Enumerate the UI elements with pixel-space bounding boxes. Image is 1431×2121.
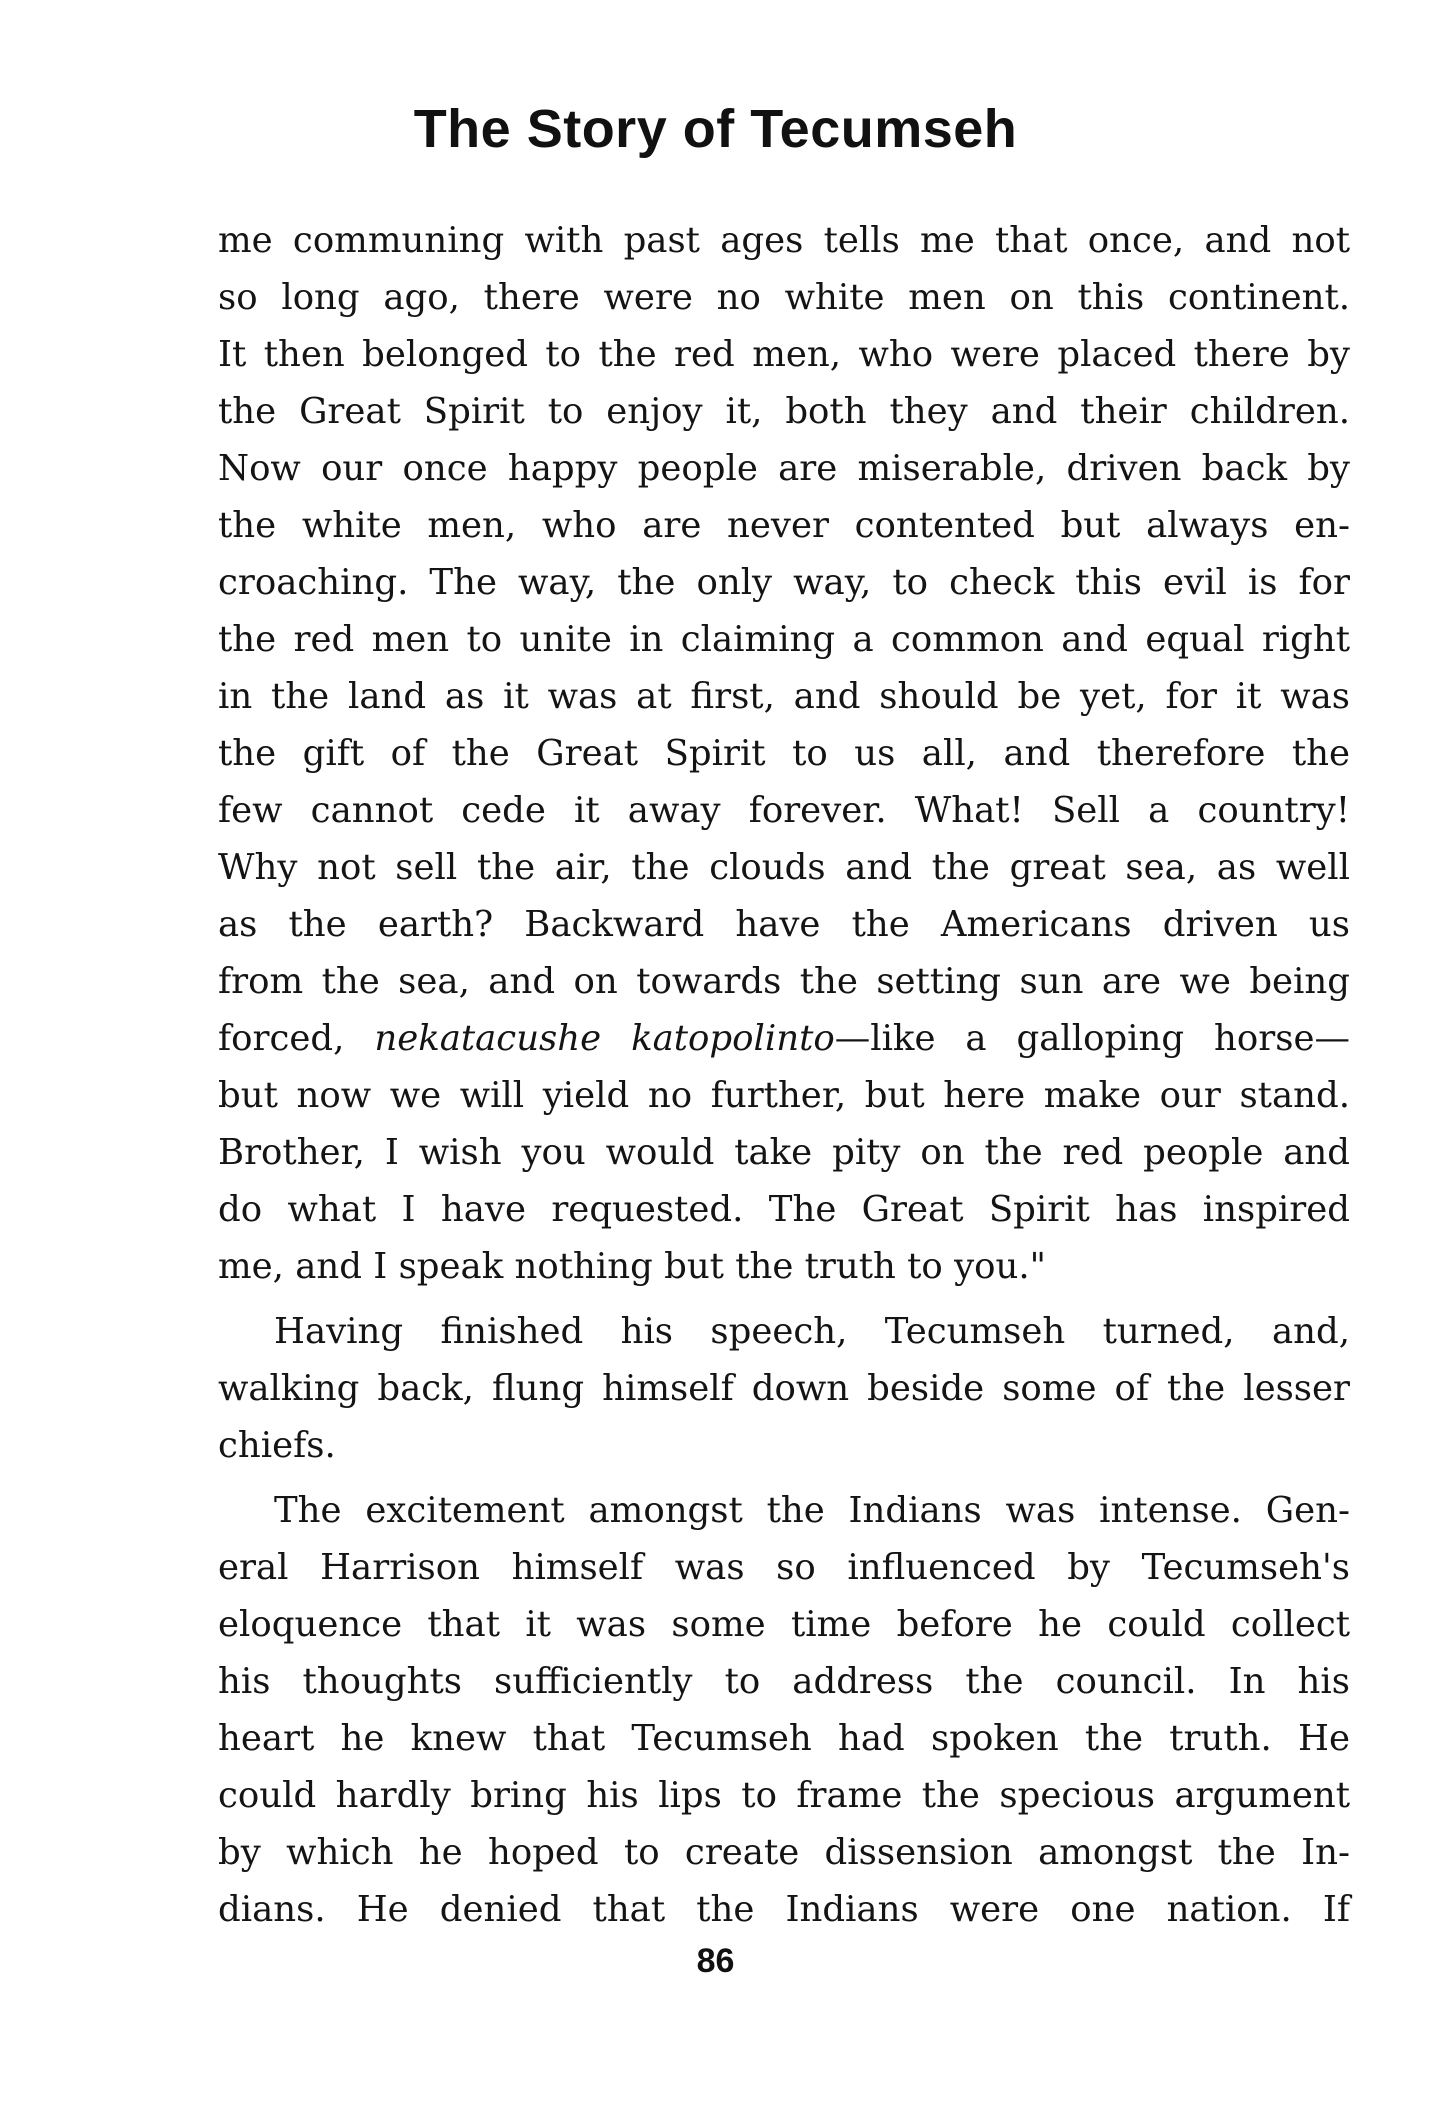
text-line: It then belonged to the red men, who were placed there by	[218, 334, 1350, 375]
text-line: the Great Spirit to enjoy it, both they and their children.	[218, 391, 1350, 432]
line-text-before: forced,	[218, 1018, 375, 1059]
text-line: Brother, I wish you would take pity on the red people and	[218, 1132, 1350, 1173]
text-line: chiefs.	[218, 1425, 336, 1466]
paragraph-1	[218, 212, 1350, 1295]
body-text	[218, 212, 1350, 1938]
text-line: few cannot cede it away forever. What! Sell a country!	[218, 790, 1350, 831]
text-line: do what I have requested. The Great Spirit has inspired	[218, 1189, 1350, 1230]
text-line: so long ago, there were no white men on this continent.	[218, 277, 1350, 318]
text-line: dians. He denied that the Indians were one nation. If	[218, 1889, 1350, 1930]
text-line: me, and I speak nothing but the truth to you."	[218, 1246, 1046, 1287]
text-line: could hardly bring his lips to frame the specious argument	[218, 1775, 1350, 1816]
text-line: heart he knew that Tecumseh had spoken the truth. He	[218, 1718, 1350, 1759]
text-line: eral Harrison himself was so influenced by Tecumseh's	[218, 1547, 1350, 1588]
running-head: The Story of Tecumseh	[413, 99, 1018, 159]
page-number: 86	[696, 1942, 735, 1980]
text-line: Why not sell the air, the clouds and the great sea, as well	[218, 847, 1350, 888]
text-line: me communing with past ages tells me that once, and not	[218, 220, 1350, 261]
text-line: by which he hoped to create dissension amongst the In-	[218, 1832, 1350, 1873]
text-line: walking back, flung himself down beside some of the lesser	[218, 1368, 1350, 1409]
text-line: the white men, who are never contented but always en-	[218, 505, 1350, 546]
line-text-after: —like a galloping horse—	[834, 1018, 1350, 1059]
text-line: the gift of the Great Spirit to us all, and therefore the	[218, 733, 1350, 774]
paragraph-2	[218, 1303, 1350, 1474]
paragraph-3	[218, 1482, 1350, 1938]
italic-shawnee-phrase: nekatacushe katopolinto	[374, 1018, 835, 1059]
text-line: but now we will yield no further, but here make our stand.	[218, 1075, 1350, 1116]
text-line: Now our once happy people are miserable, driven back by	[218, 448, 1350, 489]
text-line-with-italic	[218, 1010, 1350, 1067]
text-line: Having finished his speech, Tecumseh turned, and,	[274, 1311, 1350, 1352]
text-line: from the sea, and on towards the setting sun are we being	[218, 961, 1350, 1002]
text-line: eloquence that it was some time before he could collect	[218, 1604, 1350, 1645]
text-line: in the land as it was at first, and should be yet, for it was	[218, 676, 1350, 717]
text-line: the red men to unite in claiming a common and equal right	[218, 619, 1350, 660]
text-line: as the earth? Backward have the Americans driven us	[218, 904, 1350, 945]
text-line: croaching. The way, the only way, to check this evil is for	[218, 562, 1350, 603]
text-line: his thoughts sufficiently to address the council. In his	[218, 1661, 1350, 1702]
text-line: The excitement amongst the Indians was intense. Gen-	[274, 1490, 1350, 1531]
